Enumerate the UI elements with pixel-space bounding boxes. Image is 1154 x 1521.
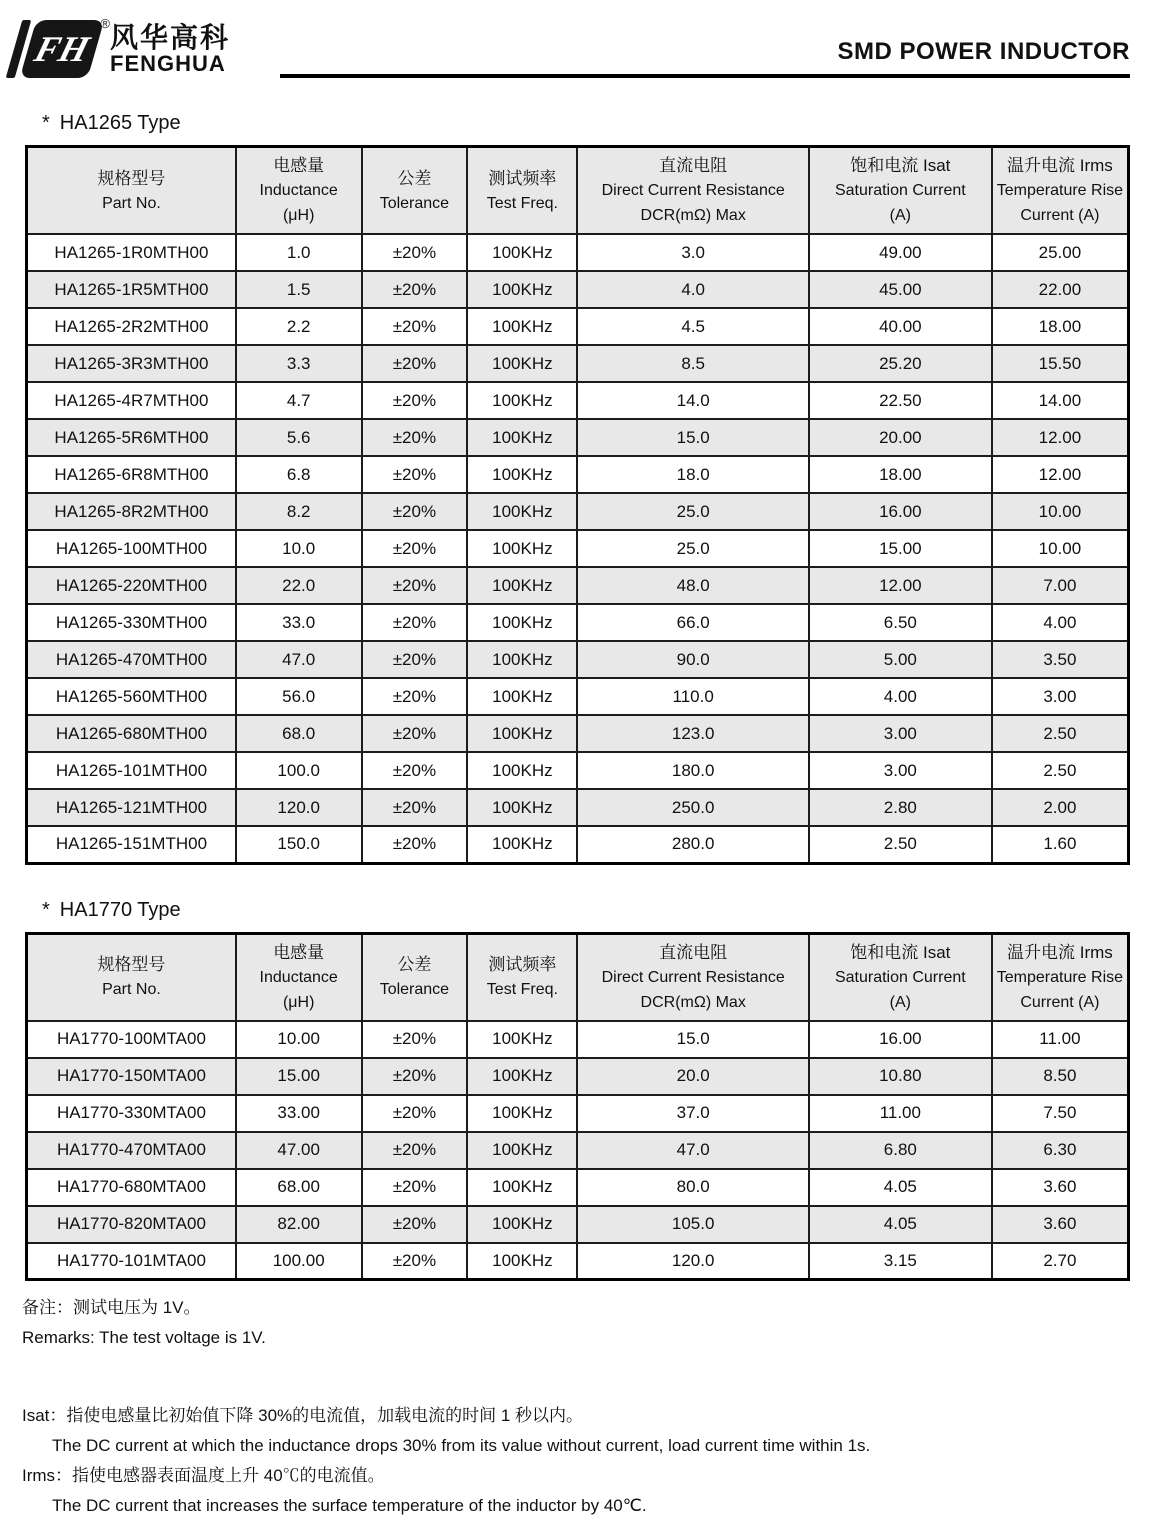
value-cell: ±20% <box>362 382 468 419</box>
value-cell: 150.0 <box>236 826 362 863</box>
value-cell: 105.0 <box>577 1206 808 1243</box>
table-row <box>27 419 1129 456</box>
table-row <box>27 271 1129 308</box>
value-cell: 11.00 <box>992 1021 1129 1058</box>
value-cell: ±20% <box>362 1206 468 1243</box>
part-no-cell: HA1265-6R8MTH00 <box>27 456 236 493</box>
part-no-cell: HA1770-820MTA00 <box>27 1206 236 1243</box>
part-no-cell: HA1770-101MTA00 <box>27 1243 236 1280</box>
value-cell: 20.0 <box>577 1058 808 1095</box>
value-cell: 20.00 <box>809 419 992 456</box>
remark-isat-cn: Isat：指使电感量比初始值下降 30%的电流值，加载电流的时间 1 秒以内。 <box>22 1406 584 1425</box>
value-cell: ±20% <box>362 493 468 530</box>
value-cell: 15.0 <box>577 1021 808 1058</box>
value-cell: 100KHz <box>467 567 577 604</box>
column-header: 公差 Tolerance <box>362 147 468 235</box>
table-row <box>27 456 1129 493</box>
part-no-cell: HA1265-3R3MTH00 <box>27 345 236 382</box>
table-header-row <box>27 147 1129 235</box>
brand-text <box>110 23 230 75</box>
value-cell: 3.50 <box>992 641 1129 678</box>
value-cell: ±20% <box>362 1058 468 1095</box>
value-cell: 2.50 <box>809 826 992 863</box>
value-cell: 82.00 <box>236 1206 362 1243</box>
value-cell: 100KHz <box>467 826 577 863</box>
value-cell: 15.00 <box>809 530 992 567</box>
value-cell: 4.0 <box>577 271 808 308</box>
registered-trademark-icon: ® <box>100 16 110 31</box>
remark-irms-en: The DC current that increases the surface temperature of the inductor by 40℃. <box>52 1496 647 1515</box>
value-cell: ±20% <box>362 604 468 641</box>
value-cell: 100KHz <box>467 641 577 678</box>
part-no-cell: HA1265-4R7MTH00 <box>27 382 236 419</box>
value-cell: 15.0 <box>577 419 808 456</box>
value-cell: 100KHz <box>467 419 577 456</box>
column-header: 温升电流 Irms Temperature Rise Current (A) <box>992 147 1129 235</box>
table-wrap-ha1265 <box>0 145 1154 865</box>
value-cell: 2.00 <box>992 789 1129 826</box>
value-cell: 5.00 <box>809 641 992 678</box>
part-no-cell: HA1265-220MTH00 <box>27 567 236 604</box>
value-cell: 3.60 <box>992 1169 1129 1206</box>
section-title-text: HA1770 Type <box>59 898 181 921</box>
column-header: 规格型号 Part No. <box>27 933 236 1021</box>
value-cell: 33.00 <box>236 1095 362 1132</box>
table-row <box>27 1095 1129 1132</box>
value-cell: 1.5 <box>236 271 362 308</box>
column-header: 饱和电流 Isat Saturation Current (A) <box>809 147 992 235</box>
value-cell: 4.7 <box>236 382 362 419</box>
value-cell: 68.0 <box>236 715 362 752</box>
value-cell: 10.00 <box>236 1021 362 1058</box>
value-cell: 2.50 <box>992 752 1129 789</box>
value-cell: 100KHz <box>467 345 577 382</box>
column-header: 电感量 Inductance (μH) <box>236 147 362 235</box>
value-cell: 10.0 <box>236 530 362 567</box>
table-row <box>27 382 1129 419</box>
value-cell: ±20% <box>362 752 468 789</box>
value-cell: 25.20 <box>809 345 992 382</box>
value-cell: 12.00 <box>992 419 1129 456</box>
value-cell: 280.0 <box>577 826 808 863</box>
table-row <box>27 1169 1129 1206</box>
value-cell: 8.5 <box>577 345 808 382</box>
part-no-cell: HA1265-560MTH00 <box>27 678 236 715</box>
table-row <box>27 641 1129 678</box>
value-cell: 5.6 <box>236 419 362 456</box>
value-cell: ±20% <box>362 530 468 567</box>
value-cell: ±20% <box>362 567 468 604</box>
value-cell: 16.00 <box>809 493 992 530</box>
value-cell: 47.00 <box>236 1132 362 1169</box>
value-cell: 100KHz <box>467 1169 577 1206</box>
value-cell: 56.0 <box>236 678 362 715</box>
value-cell: 11.00 <box>809 1095 992 1132</box>
page-title: SMD POWER INDUCTOR <box>837 38 1130 65</box>
value-cell: 1.0 <box>236 234 362 271</box>
table-wrap-ha1770 <box>0 932 1154 1282</box>
value-cell: ±20% <box>362 678 468 715</box>
table-row <box>27 1021 1129 1058</box>
table-row <box>27 1243 1129 1280</box>
value-cell: 110.0 <box>577 678 808 715</box>
part-no-cell: HA1770-470MTA00 <box>27 1132 236 1169</box>
value-cell: 100KHz <box>467 271 577 308</box>
value-cell: 2.80 <box>809 789 992 826</box>
part-no-cell: HA1265-101MTH00 <box>27 752 236 789</box>
column-header: 温升电流 Irms Temperature Rise Current (A) <box>992 933 1129 1021</box>
value-cell: 4.05 <box>809 1206 992 1243</box>
value-cell: 250.0 <box>577 789 808 826</box>
value-cell: 14.00 <box>992 382 1129 419</box>
part-no-cell: HA1265-8R2MTH00 <box>27 493 236 530</box>
value-cell: 18.0 <box>577 456 808 493</box>
column-header: 公差 Tolerance <box>362 933 468 1021</box>
section-title-text: HA1265 Type <box>59 112 181 134</box>
column-header: 电感量 Inductance (μH) <box>236 933 362 1021</box>
value-cell: 47.0 <box>577 1132 808 1169</box>
table-row <box>27 1058 1129 1095</box>
value-cell: 22.50 <box>809 382 992 419</box>
value-cell: ±20% <box>362 1095 468 1132</box>
table-row <box>27 678 1129 715</box>
value-cell: 25.0 <box>577 493 808 530</box>
value-cell: 100.0 <box>236 752 362 789</box>
table-row <box>27 234 1129 271</box>
table-row <box>27 345 1129 382</box>
value-cell: ±20% <box>362 1169 468 1206</box>
value-cell: 14.0 <box>577 382 808 419</box>
value-cell: 45.00 <box>809 271 992 308</box>
section-title-ha1265 <box>42 112 1154 135</box>
value-cell: ±20% <box>362 789 468 826</box>
part-no-cell: HA1265-5R6MTH00 <box>27 419 236 456</box>
value-cell: 100.00 <box>236 1243 362 1280</box>
value-cell: ±20% <box>362 715 468 752</box>
value-cell: 7.50 <box>992 1095 1129 1132</box>
fenghua-logo <box>14 16 280 78</box>
value-cell: 2.2 <box>236 308 362 345</box>
value-cell: 100KHz <box>467 1243 577 1280</box>
value-cell: 120.0 <box>236 789 362 826</box>
part-no-cell: HA1265-330MTH00 <box>27 604 236 641</box>
value-cell: 100KHz <box>467 789 577 826</box>
value-cell: 100KHz <box>467 234 577 271</box>
value-cell: 16.00 <box>809 1021 992 1058</box>
value-cell: ±20% <box>362 826 468 863</box>
value-cell: 4.00 <box>809 678 992 715</box>
value-cell: 100KHz <box>467 715 577 752</box>
value-cell: 22.00 <box>992 271 1129 308</box>
value-cell: 100KHz <box>467 530 577 567</box>
column-header: 直流电阻 Direct Current Resistance DCR(mΩ) Max <box>577 147 808 235</box>
value-cell: ±20% <box>362 271 468 308</box>
value-cell: 48.0 <box>577 567 808 604</box>
value-cell: 33.0 <box>236 604 362 641</box>
column-header: 测试频率 Test Freq. <box>467 933 577 1021</box>
table-row <box>27 308 1129 345</box>
fenghua-logo-icon <box>14 16 110 78</box>
value-cell: 100KHz <box>467 1021 577 1058</box>
value-cell: 4.05 <box>809 1169 992 1206</box>
value-cell: 100KHz <box>467 456 577 493</box>
table-row <box>27 789 1129 826</box>
brand-name-cn: 风华高科 <box>110 21 231 53</box>
table-row <box>27 1132 1129 1169</box>
value-cell: 3.00 <box>809 715 992 752</box>
value-cell: 15.00 <box>236 1058 362 1095</box>
value-cell: 6.50 <box>809 604 992 641</box>
table-row <box>27 715 1129 752</box>
value-cell: 12.00 <box>809 567 992 604</box>
value-cell: 25.0 <box>577 530 808 567</box>
value-cell: 10.00 <box>992 530 1129 567</box>
value-cell: ±20% <box>362 345 468 382</box>
value-cell: ±20% <box>362 1243 468 1280</box>
part-no-cell: HA1265-121MTH00 <box>27 789 236 826</box>
part-no-cell: HA1265-151MTH00 <box>27 826 236 863</box>
value-cell: 2.70 <box>992 1243 1129 1280</box>
brand-name-en: FENGHUA <box>110 51 226 77</box>
value-cell: 3.3 <box>236 345 362 382</box>
remark-irms-cn: Irms：指使电感器表面温度上升 40℃的电流值。 <box>22 1466 385 1485</box>
value-cell: 10.00 <box>992 493 1129 530</box>
header-rule <box>280 38 1130 78</box>
part-no-cell: HA1265-680MTH00 <box>27 715 236 752</box>
value-cell: 100KHz <box>467 752 577 789</box>
value-cell: 100KHz <box>467 1206 577 1243</box>
value-cell: ±20% <box>362 308 468 345</box>
value-cell: 12.00 <box>992 456 1129 493</box>
value-cell: 4.00 <box>992 604 1129 641</box>
value-cell: 180.0 <box>577 752 808 789</box>
spec-table-ha1770 <box>25 932 1130 1282</box>
spec-table-ha1265 <box>25 145 1130 865</box>
section-title-ha1770 <box>42 899 1154 922</box>
remarks-section <box>0 1281 1154 1521</box>
value-cell: 3.15 <box>809 1243 992 1280</box>
value-cell: 100KHz <box>467 1095 577 1132</box>
value-cell: 22.0 <box>236 567 362 604</box>
part-no-cell: HA1770-100MTA00 <box>27 1021 236 1058</box>
value-cell: 37.0 <box>577 1095 808 1132</box>
value-cell: 47.0 <box>236 641 362 678</box>
value-cell: 120.0 <box>577 1243 808 1280</box>
value-cell: ±20% <box>362 1021 468 1058</box>
value-cell: 15.50 <box>992 345 1129 382</box>
value-cell: 40.00 <box>809 308 992 345</box>
part-no-cell: HA1265-100MTH00 <box>27 530 236 567</box>
value-cell: 100KHz <box>467 308 577 345</box>
value-cell: 4.5 <box>577 308 808 345</box>
remark-isat-en: The DC current at which the inductance drops 30% from its value without current, load current time within 1s. <box>52 1436 871 1455</box>
part-no-cell: HA1265-2R2MTH00 <box>27 308 236 345</box>
page-header <box>0 0 1154 78</box>
value-cell: 3.00 <box>992 678 1129 715</box>
remark-note-cn: 备注：测试电压为 1V。 <box>22 1298 201 1317</box>
table-row <box>27 1206 1129 1243</box>
value-cell: 18.00 <box>992 308 1129 345</box>
part-no-cell: HA1770-150MTA00 <box>27 1058 236 1095</box>
value-cell: 7.00 <box>992 567 1129 604</box>
section-bullet: * <box>42 112 50 134</box>
value-cell: 10.80 <box>809 1058 992 1095</box>
value-cell: 3.00 <box>809 752 992 789</box>
value-cell: 100KHz <box>467 493 577 530</box>
value-cell: 80.0 <box>577 1169 808 1206</box>
value-cell: 49.00 <box>809 234 992 271</box>
column-header: 饱和电流 Isat Saturation Current (A) <box>809 933 992 1021</box>
value-cell: 6.8 <box>236 456 362 493</box>
remark-note-en: Remarks: The test voltage is 1V. <box>22 1328 266 1347</box>
value-cell: 100KHz <box>467 604 577 641</box>
value-cell: 8.50 <box>992 1058 1129 1095</box>
value-cell: 100KHz <box>467 382 577 419</box>
value-cell: 2.50 <box>992 715 1129 752</box>
part-no-cell: HA1770-330MTA00 <box>27 1095 236 1132</box>
table-row <box>27 826 1129 863</box>
logo-monogram-text: FH <box>30 29 94 69</box>
value-cell: ±20% <box>362 1132 468 1169</box>
value-cell: 100KHz <box>467 1132 577 1169</box>
value-cell: 100KHz <box>467 678 577 715</box>
logo-monogram <box>20 20 105 78</box>
value-cell: 25.00 <box>992 234 1129 271</box>
value-cell: 100KHz <box>467 1058 577 1095</box>
part-no-cell: HA1265-470MTH00 <box>27 641 236 678</box>
value-cell: 8.2 <box>236 493 362 530</box>
table-row <box>27 530 1129 567</box>
value-cell: 3.60 <box>992 1206 1129 1243</box>
table-row <box>27 493 1129 530</box>
part-no-cell: HA1265-1R5MTH00 <box>27 271 236 308</box>
value-cell: 68.00 <box>236 1169 362 1206</box>
column-header: 测试频率 Test Freq. <box>467 147 577 235</box>
table-row <box>27 752 1129 789</box>
table-header-row <box>27 933 1129 1021</box>
column-header: 直流电阻 Direct Current Resistance DCR(mΩ) Max <box>577 933 808 1021</box>
value-cell: 6.80 <box>809 1132 992 1169</box>
value-cell: 6.30 <box>992 1132 1129 1169</box>
value-cell: 1.60 <box>992 826 1129 863</box>
value-cell: 3.0 <box>577 234 808 271</box>
value-cell: ±20% <box>362 641 468 678</box>
part-no-cell: HA1770-680MTA00 <box>27 1169 236 1206</box>
value-cell: 123.0 <box>577 715 808 752</box>
value-cell: ±20% <box>362 456 468 493</box>
value-cell: 18.00 <box>809 456 992 493</box>
column-header: 规格型号 Part No. <box>27 147 236 235</box>
table-row <box>27 604 1129 641</box>
part-no-cell: HA1265-1R0MTH00 <box>27 234 236 271</box>
value-cell: 90.0 <box>577 641 808 678</box>
table-row <box>27 567 1129 604</box>
section-bullet: * <box>42 898 50 921</box>
value-cell: ±20% <box>362 234 468 271</box>
value-cell: ±20% <box>362 419 468 456</box>
value-cell: 66.0 <box>577 604 808 641</box>
